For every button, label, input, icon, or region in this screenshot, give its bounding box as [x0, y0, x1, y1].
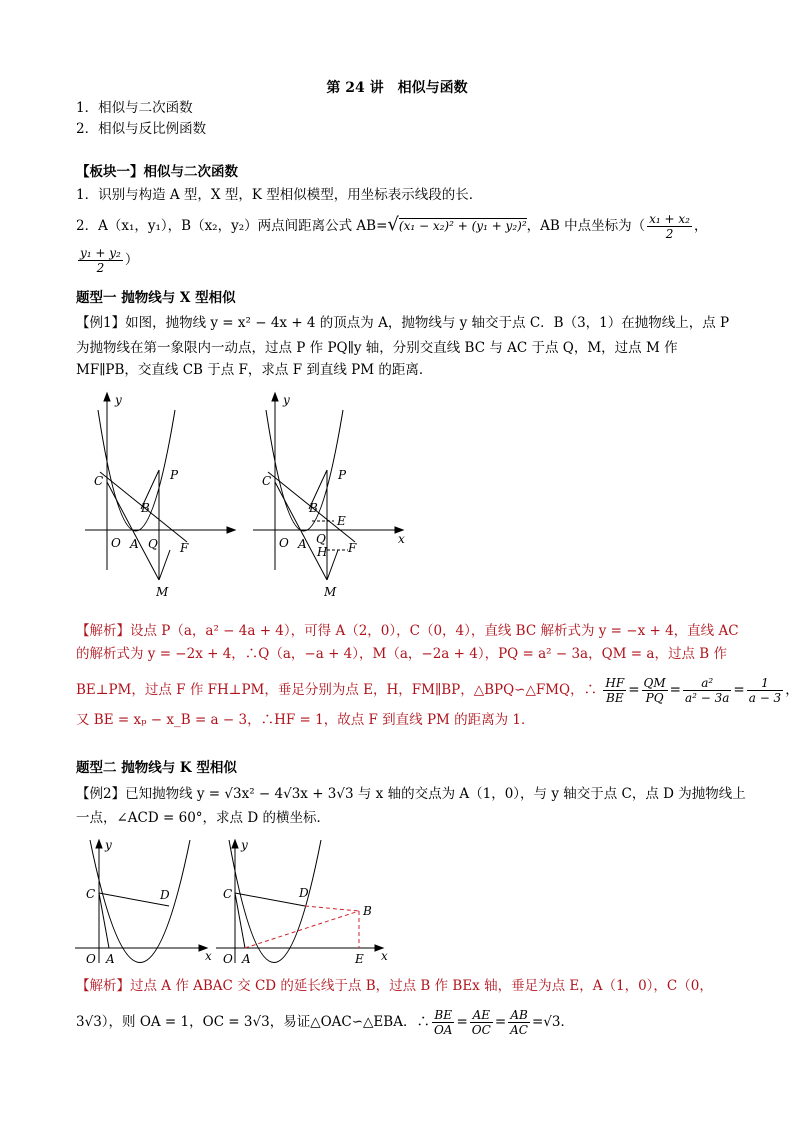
type1-figure-left [80, 390, 250, 620]
label-x: x [398, 532, 405, 546]
line-ac [275, 482, 327, 580]
line-ac [107, 482, 159, 580]
frac-hf-be [603, 676, 626, 705]
label-b: B [141, 501, 150, 515]
eq-1: = [628, 682, 640, 698]
eq-2: = [669, 682, 681, 698]
frac-qm-pq [642, 676, 668, 705]
mid-y-den: 2 [96, 261, 105, 275]
frac-oa: OA [433, 1023, 453, 1037]
frac-ab-ac [508, 1008, 530, 1037]
eq-a: = [456, 1014, 468, 1030]
label-p: P [170, 468, 179, 482]
label-q: Q [316, 532, 326, 546]
label-f: F [348, 541, 357, 555]
type1-solution-line4: 又 BE = xₚ − x_B = a − 3，∴HF = 1，故点 F 到直线 PM 的距离为 1． [76, 712, 535, 728]
mid-x-num: x₁ + x₂ [649, 212, 690, 226]
label-c: C [223, 887, 233, 901]
parabola [229, 840, 321, 963]
type2-solution-line2 [76, 1008, 574, 1037]
line-db [305, 906, 359, 911]
label-y: y [283, 393, 290, 407]
type1-solution-line1: 【解析】设点 P（a，a² − 4a + 4），可得 A（2，0），C（0，4），直线 BC 解析式为 y = −x + 4，直线 AC [76, 623, 739, 639]
label-h: H [317, 545, 328, 559]
label-o: O [86, 952, 96, 966]
frac-be-oa [432, 1008, 455, 1037]
solution-line3-text: BE⊥PM，过点 F 作 FH⊥PM，垂足分别为点 E，H，FM∥BP，△BPQ∽△FMQ，∴ [76, 682, 598, 698]
label-o: O [223, 952, 233, 966]
comma: ， [785, 682, 799, 698]
label-y: y [105, 838, 112, 852]
module1-point1: 1．识别与构造 A 型，X 型，K 型相似模型，用坐标表示线段的长． [76, 187, 483, 203]
y-axis-arrow [104, 393, 110, 401]
line-cd [99, 893, 169, 906]
type1-example-line2: 为抛物线在第一象限内一动点，过点 P 作 PQ∥y 轴，分别交直线 BC 与 AC 于点 Q，M，过点 M 作 [76, 340, 678, 356]
solution2-line2-text: 3√3），则 OA = 1，OC = 3√3，易证△OAC∽△EBA．∴ [76, 1014, 430, 1030]
outline-item-2: 2．相似与反比例函数 [76, 121, 207, 137]
label-y: y [241, 838, 248, 852]
type1-example-line3: MF∥PB，交直线 CB 于点 F，求点 F 到直线 PM 的距离． [76, 362, 433, 378]
mid-x-fraction [647, 212, 692, 241]
y-axis-arrow [272, 393, 278, 401]
frac-1-a3 [747, 676, 783, 705]
module1-heading: 【板块一】相似与二次函数 [76, 164, 238, 180]
line-ca [99, 893, 109, 948]
eq-b: = [494, 1014, 507, 1030]
line-ca [235, 893, 245, 948]
frac-a2-num: a² [683, 676, 731, 691]
page-title: 第 24 讲 相似与函数 [326, 80, 468, 96]
frac-ab: AB [508, 1008, 530, 1023]
label-f: F [180, 541, 189, 555]
type1-figure-right [248, 390, 418, 620]
type2-heading: 题型二 抛物线与 K 型相似 [76, 760, 237, 776]
type2-example-line2: 一点，∠ACD = 60°，求点 D 的横坐标． [76, 810, 330, 826]
frac-qm: QM [643, 676, 666, 690]
label-c: C [94, 474, 104, 488]
sqrt-sign: √ [387, 214, 399, 235]
label-a: A [242, 952, 251, 966]
label-o: O [279, 536, 289, 550]
label-p: P [338, 468, 347, 482]
frac-1-num: 1 [747, 676, 783, 691]
label-x: x [381, 949, 388, 963]
frac-ae-oc [470, 1008, 493, 1037]
label-m: M [156, 585, 169, 599]
close-paren: ） [124, 252, 139, 268]
parabola [98, 410, 175, 531]
frac-ac: AC [510, 1023, 528, 1037]
line-mf [327, 550, 338, 580]
parabola [266, 410, 343, 531]
frac-a2 [683, 676, 731, 705]
line-ab [245, 911, 359, 948]
module1-point2-cont [76, 246, 138, 275]
label-b: B [309, 501, 318, 515]
line-cd [235, 893, 305, 906]
point2-text-b: ，AB 中点坐标为（ [526, 218, 646, 234]
label-d: D [299, 886, 309, 900]
y-axis-arrow [96, 840, 102, 848]
mid-y-num: y₁ + y₂ [80, 246, 121, 260]
label-o: O [111, 536, 121, 550]
frac-be: BE [606, 691, 624, 705]
sqrt3-end: √3． [543, 1014, 574, 1030]
mid-y-fraction [78, 246, 123, 275]
frac-oc: OC [471, 1023, 491, 1037]
frac-a2-den: a² − 3a [684, 691, 730, 705]
frac-ae: AE [470, 1008, 493, 1023]
y-axis-arrow [232, 840, 238, 848]
label-c: C [86, 887, 96, 901]
type1-solution-line3 [76, 676, 799, 705]
label-e: E [337, 514, 346, 528]
x-axis-arrow [227, 527, 235, 533]
label-d: D [160, 888, 170, 902]
type2-solution-line1: 【解析】过点 A 作 ABAC 交 CD 的延长线于点 B，过点 B 作 BEx 轴，垂足为点 E，A（1，0），C（0， [76, 978, 713, 994]
label-y: y [115, 393, 122, 407]
frac-pq: PQ [645, 691, 664, 705]
label-a: A [298, 537, 307, 551]
label-m: M [324, 585, 337, 599]
point2-text-a: 2．A（x₁，y₁），B（x₂，y₂）两点间距离公式 AB= [76, 218, 388, 234]
frac-1-den: a − 3 [748, 691, 782, 705]
type2-figure-right [213, 835, 393, 970]
frac-be: BE [432, 1008, 455, 1023]
frac-hf: HF [605, 676, 625, 690]
eq-c: = [531, 1014, 544, 1030]
label-c: C [262, 474, 272, 488]
module1-point2: 2．A（x₁，y₁），B（x₂，y₂）两点间距离公式 AB=√(x₁ − x₂)² + (y₁ + y₂)²，AB 中点坐标为（ $\frac{\text{x₁ + x₂}}{2}$ ， [76, 212, 708, 241]
parabola [90, 840, 190, 963]
mid-x-den: 2 [665, 227, 674, 241]
type2-figure-left [72, 835, 222, 970]
type1-heading: 题型一 抛物线与 X 型相似 [76, 290, 236, 306]
type1-solution-line2: 的解析式为 y = −2x + 4，∴Q（a，−a + 4），M（a，−2a + 4），PQ = a² − 3a，QM = a，过点 B 作 [76, 646, 727, 662]
label-a: A [130, 537, 139, 551]
type2-example-line1: 【例2】已知抛物线 y = √3x² − 4√3x + 3√3 与 x 轴的交点为 A（1，0），与 y 轴交于点 C，点 D 为抛物线上 [76, 786, 746, 802]
type1-example-line1: 【例1】如图，抛物线 y = x² − 4x + 4 的顶点为 A，抛物线与 y 轴交于点 C．B（3，1）在抛物线上，点 P [76, 315, 730, 331]
label-e: E [355, 952, 364, 966]
outline-item-1: 1．相似与二次函数 [76, 100, 193, 116]
label-b: B [363, 904, 372, 918]
sqrt-body: (x₁ − x₂)² + (y₁ + y₂)² [398, 219, 527, 233]
label-a: A [106, 952, 115, 966]
label-x: x [205, 949, 212, 963]
eq-3: = [733, 682, 745, 698]
line-mf [159, 550, 170, 580]
label-q: Q [148, 537, 158, 551]
